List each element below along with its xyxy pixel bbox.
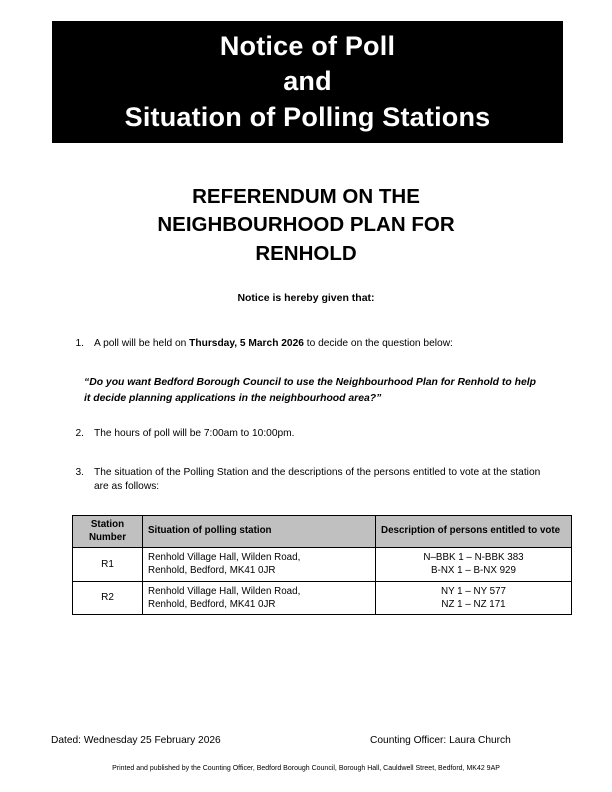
cell-situation-line-1: Renhold Village Hall, Wilden Road, [148,552,301,564]
notice-statement: Notice is hereby given that: [237,292,375,304]
list-item-1-text [94,337,544,351]
banner-line-3: Situation of Polling Stations [124,101,491,132]
document-banner [52,21,563,143]
cell-situation [143,548,376,581]
list-item-1-text-after: to decide on the question below: [303,338,453,349]
table-row [73,581,572,614]
column-header-station-number: Station Number [73,516,143,548]
cell-description-line-2: NZ 1 – NZ 171 [441,598,506,610]
poll-date: Thursday, 5 March 2026 [189,338,304,349]
list-item-1-number: 1. [75,338,84,349]
banner-line-2: and [283,66,332,97]
banner-line-1: Notice of Poll [219,30,396,61]
table-header [73,516,572,548]
cell-description-line-1: N–BBK 1 – N-BBK 383 [423,552,524,564]
list-item-2 [64,427,544,441]
column-header-description: Description of persons entitled to vote [376,516,572,548]
polling-stations-table [72,515,572,615]
cell-description-line-1: NY 1 – NY 577 [441,585,506,597]
imprint-text: Printed and published by the Counting Officer, Bedford Borough Council, Borough Hall, Cauldwell Street, Bedford, MK42 9AP [112,765,500,772]
page-title-line-2: NEIGHBOURHOOD PLAN FOR [157,213,455,237]
cell-situation [143,581,376,614]
column-header-situation: Situation of polling station [143,516,376,548]
cell-situation-line-2: Renhold, Bedford, MK41 0JR [148,565,276,577]
cell-situation-line-1: Renhold Village Hall, Wilden Road, [148,585,301,597]
list-item-2-text: The hours of poll will be 7:00am to 10:00pm. [94,428,295,439]
list-item-1-text-before: A poll will be held on [94,338,190,349]
cell-description [376,548,572,581]
referendum-question: “Do you want Bedford Borough Council to use the Neighbourhood Plan for Renhold to help it decide planning applications in the neighbourhood area?” [84,377,536,404]
list-item-1 [64,337,544,351]
list-item-3 [64,466,546,495]
cell-station-number: R2 [73,581,143,614]
cell-station-number: R1 [73,548,143,581]
cell-situation-line-2: Renhold, Bedford, MK41 0JR [148,598,276,610]
page-title-line-1: REFERENDUM ON THE [192,185,420,208]
counting-officer-text: Counting Officer: Laura Church [370,735,511,746]
page-title-line-3: RENHOLD [255,241,357,265]
table-header-row [73,516,572,548]
table-row [73,548,572,581]
dated-text: Dated: Wednesday 25 February 2026 [51,735,221,746]
cell-description [376,581,572,614]
list-item-3-number: 3. [75,467,84,478]
table-body [73,548,572,615]
list-item-2-number: 2. [75,428,84,439]
list-item-3-text: The situation of the Polling Station and the descriptions of the persons entitled to vote at the station are as follows: [94,467,541,493]
page-title [100,183,512,268]
cell-description-line-2: B-NX 1 – B-NX 929 [431,565,516,577]
